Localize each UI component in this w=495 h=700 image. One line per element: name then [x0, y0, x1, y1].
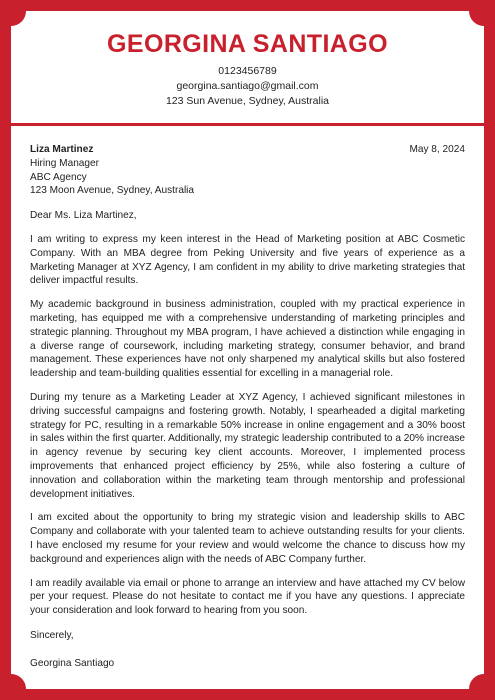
- recipient-title: Hiring Manager: [30, 157, 100, 169]
- sender-email: georgina.santiago@gmail.com: [176, 80, 319, 92]
- closing: Sincerely,: [30, 629, 74, 641]
- sender-address: 123 Sun Avenue, Sydney, Australia: [165, 95, 330, 107]
- paragraph-availability: I am readily available via email or phone to arrange an interview and have attached my CV below per your request. Please do not hesitate to contact me if you have any questions. I appreciate your consideration and look forward to hearing from you soon.: [30, 577, 465, 617]
- sender-contact: [11, 64, 484, 109]
- letter-body: [11, 126, 484, 671]
- letter-date: May 8, 2024: [409, 144, 465, 155]
- signature: Georgina Santiago: [30, 657, 115, 669]
- paragraph-experience: During my tenure as a Marketing Leader at XYZ Agency, I achieved significant milestones in driving successful campaigns and fostering growth. Notably, I spearheaded a digital marketing strategy for PC, resulting in a remarkable 50% increase in online engagement and a 30% boost in sales within the first quarter. Additionally, my strategic leadership contributed to a 20% increase in agency revenue by securing key client accounts. Moreover, I implemented process improvements that enhanced project efficiency by 25%, while also fostering a culture of innovation and collaboration within the marketing team through mentorship and professional development initiatives.: [30, 391, 465, 500]
- recipient-company: ABC Agency: [30, 171, 87, 183]
- corner-decoration: [11, 674, 26, 689]
- sender-phone: 0123456789: [218, 65, 277, 77]
- paragraph-interest: I am excited about the opportunity to bring my strategic vision and leadership skills to ABC Company and collaborate with your talented team to achieve outstanding results for your clients. I have enclosed my resume for your review and would welcome the chance to discuss how my background and experiences align with the needs of ABC Company further.: [30, 512, 465, 565]
- recipient-date-row: [30, 143, 465, 198]
- letter-page: [11, 11, 484, 689]
- recipient-block: [30, 143, 194, 198]
- paragraph-education: My academic background in business administration, coupled with my practical experience in marketing, has equipped me with a comprehensive understanding of marketing principles and strategic planning. Throughout my MBA program, I have achieved a distinction while engaging in a diverse range of coursework, including marketing strategy, consumer behavior, and brand management. These experiences have not only sharpened my analytical skills but also fostered leadership and team-building qualities essential for excelling in a managerial role.: [30, 299, 465, 380]
- salutation: Dear Ms. Liza Martinez,: [30, 210, 137, 222]
- sender-name: GEORGINA SANTIAGO: [107, 30, 388, 58]
- corner-decoration: [469, 674, 484, 689]
- recipient-name: Liza Martinez: [30, 144, 94, 155]
- letterhead: [11, 11, 484, 109]
- recipient-address: 123 Moon Avenue, Sydney, Australia: [30, 185, 195, 197]
- paragraph-intro: I am writing to express my keen interest in the Head of Marketing position at ABC Cosmetic Company. With an MBA degree from Peking University and five years of experience as a Marketing Manager at XYZ Agency, I am confident in my ability to drive marketing strategies that deliver impactful results.: [30, 233, 465, 287]
